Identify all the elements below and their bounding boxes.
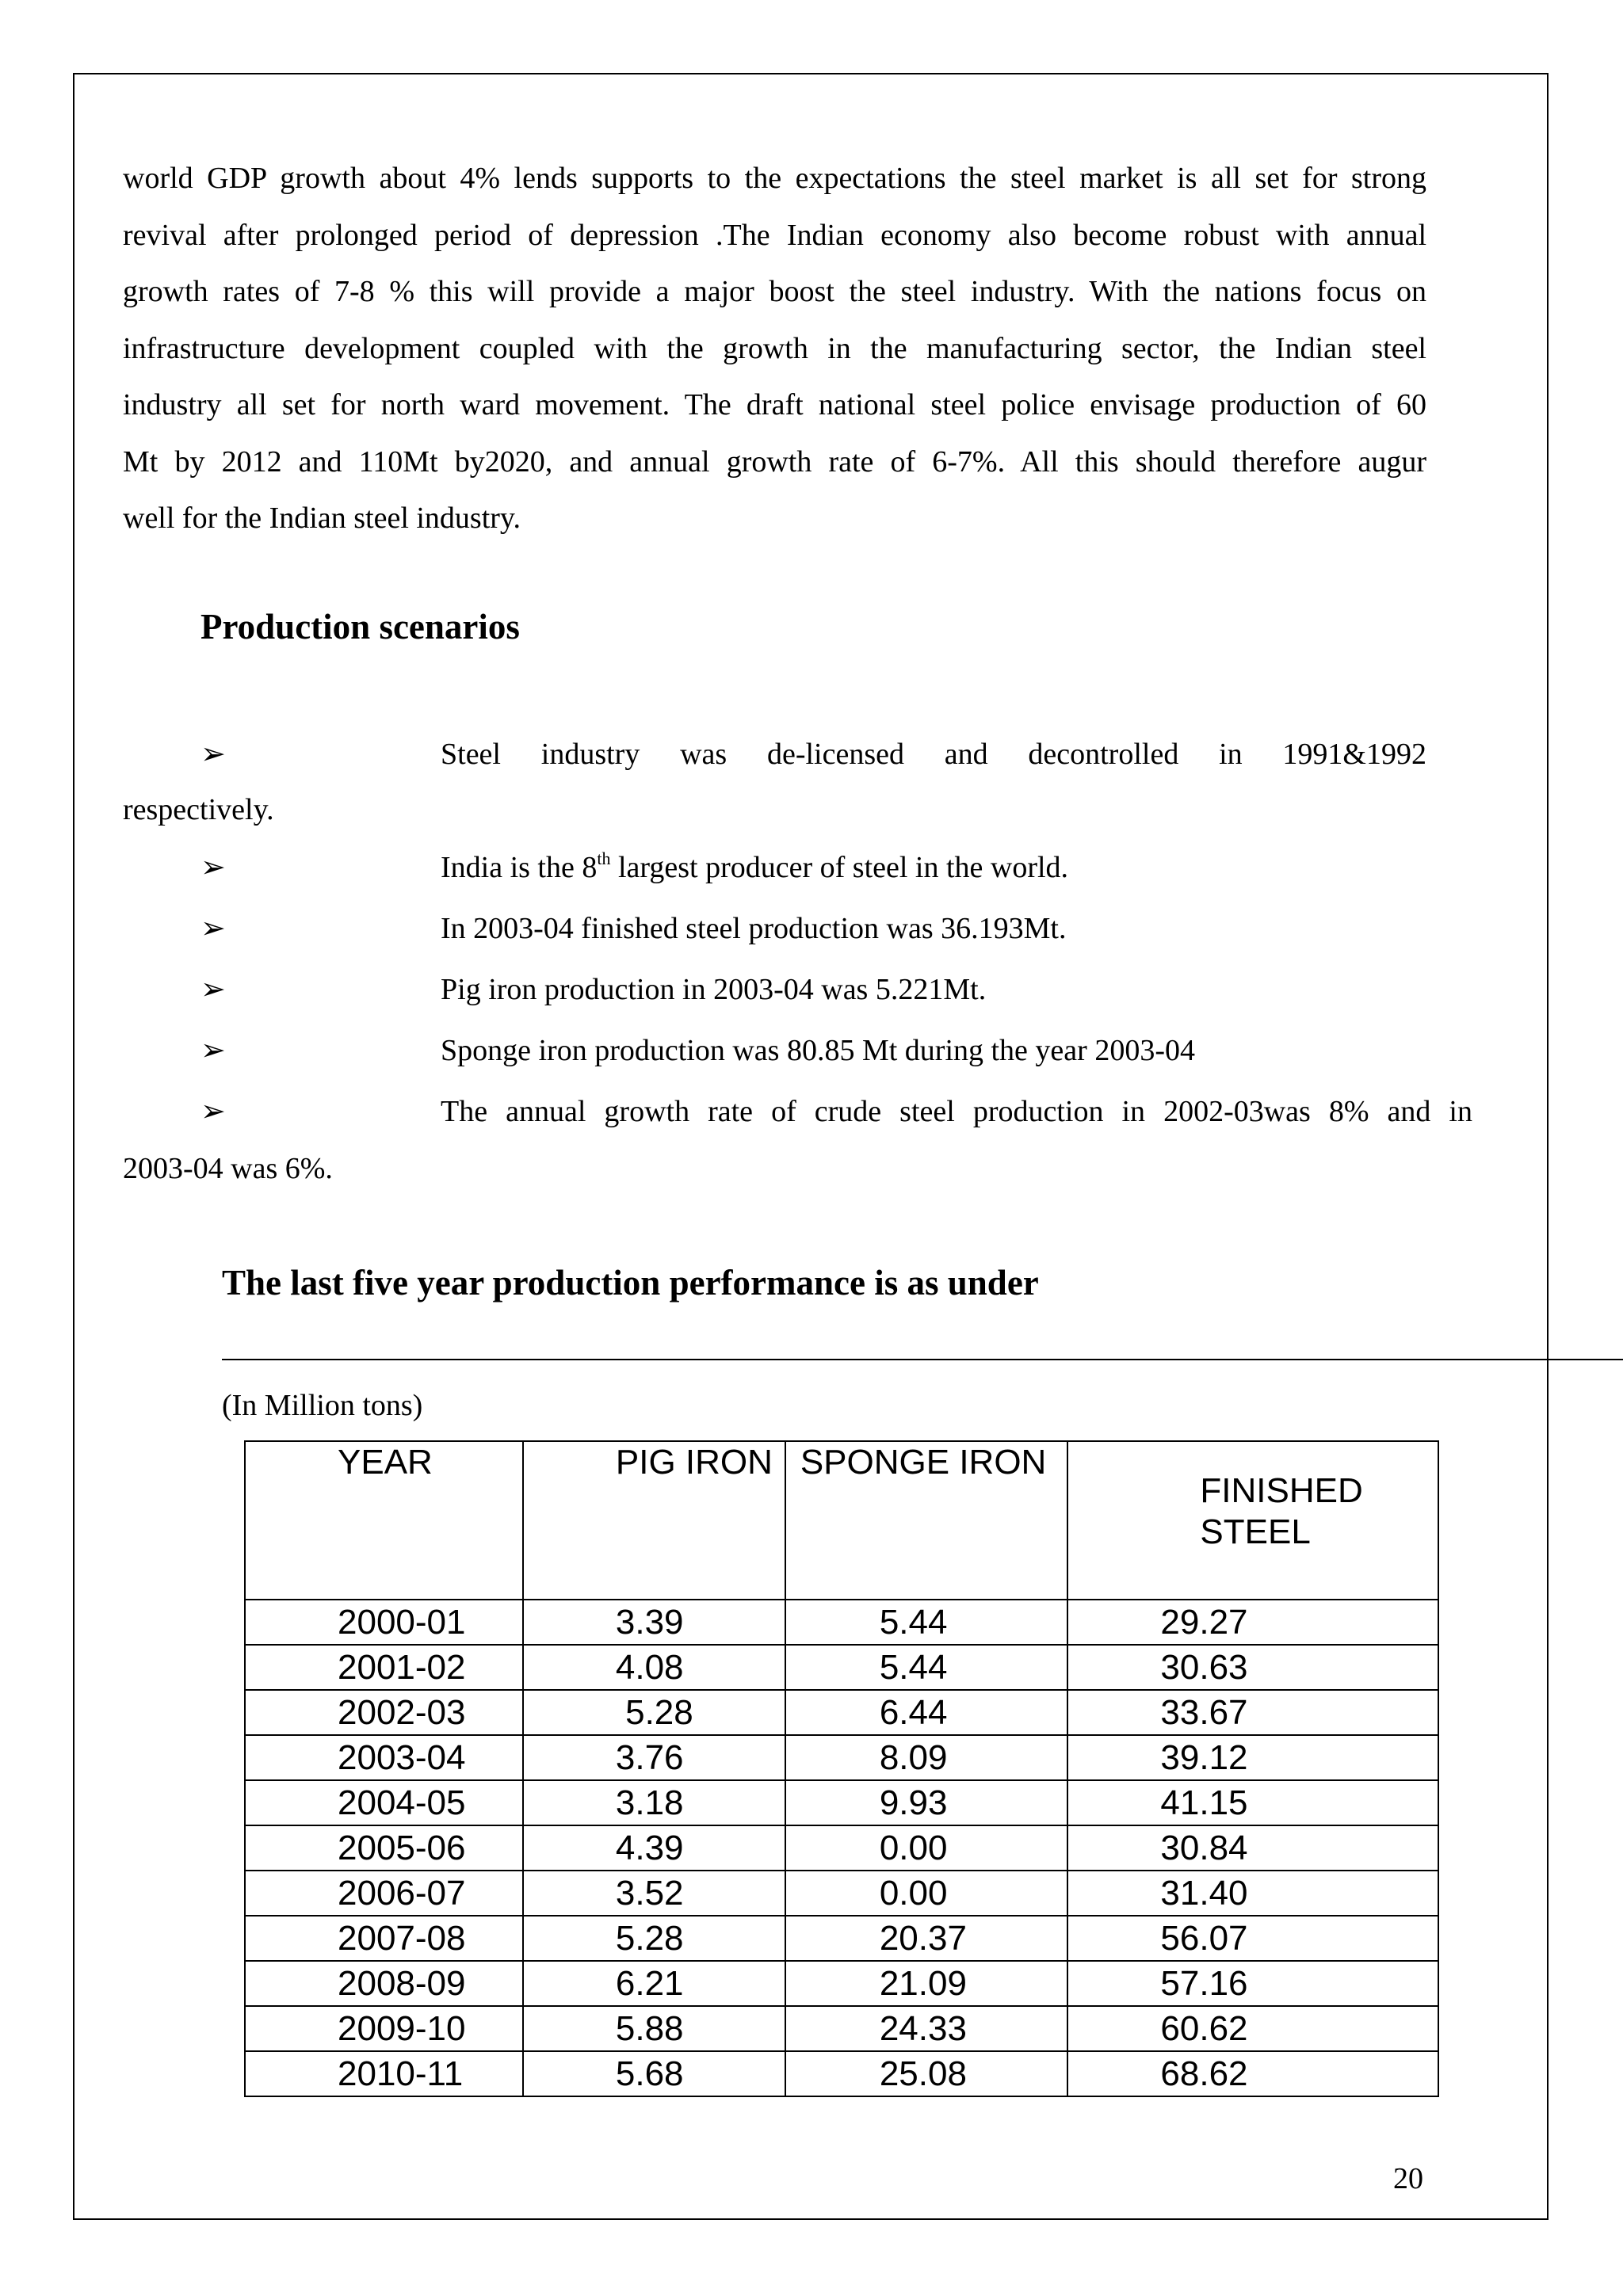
intro-paragraph — [123, 151, 1426, 547]
cell-finished-steel: 29.27 — [1067, 1600, 1438, 1645]
horizontal-rule — [222, 1359, 1623, 1360]
cell-pig-iron: 6.21 — [523, 1961, 785, 2006]
cell-sponge-iron: 21.09 — [785, 1961, 1068, 2006]
table-row — [245, 1690, 1438, 1735]
cell-sponge-iron: 0.00 — [785, 1825, 1068, 1871]
table-row — [245, 1645, 1438, 1690]
production-table — [244, 1440, 1439, 2097]
cell-pig-iron: 3.52 — [523, 1871, 785, 1916]
performance-heading: The last five year production performance is as under — [222, 1263, 1039, 1302]
column-header-sponge-iron: SPONGE IRON — [785, 1441, 1068, 1600]
column-header-finished-steel — [1067, 1441, 1438, 1600]
cell-pig-iron: 5.68 — [523, 2051, 785, 2096]
intro-line: industry all set for north ward movement. The draft national steel police envisage production of 60 — [123, 388, 1426, 421]
bullet-text: The annual growth rate of crude steel production in 2002-03was 8% and in — [441, 1095, 1472, 1128]
bullet-text: Pig iron production in 2003-04 was 5.221Mt. — [441, 973, 987, 1006]
table-row — [245, 1961, 1438, 2006]
cell-finished-steel: 30.63 — [1067, 1645, 1438, 1690]
arrow-bullet-icon: ➢ — [200, 973, 226, 1006]
table-row — [245, 2051, 1438, 2096]
production-scenarios-heading: Production scenarios — [200, 607, 520, 646]
cell-sponge-iron: 20.37 — [785, 1916, 1068, 1961]
cell-finished-steel: 33.67 — [1067, 1690, 1438, 1735]
cell-year: 2001-02 — [245, 1645, 523, 1690]
bullet-text-part: largest producer of steel in the world. — [610, 851, 1069, 884]
table-row — [245, 1780, 1438, 1825]
table-row — [245, 1735, 1438, 1780]
header-line: STEEL — [1200, 1512, 1311, 1551]
arrow-bullet-icon: ➢ — [200, 851, 226, 884]
intro-line: growth rates of 7-8 % this will provide a major boost the steel industry. With the nations focus on — [123, 275, 1426, 308]
cell-sponge-iron: 0.00 — [785, 1871, 1068, 1916]
cell-finished-steel: 57.16 — [1067, 1961, 1438, 2006]
table-body — [245, 1600, 1438, 2096]
bullet-text: Sponge iron production was 80.85 Mt during the year 2003-04 — [441, 1034, 1195, 1067]
header-line: FINISHED — [1200, 1471, 1363, 1510]
cell-finished-steel: 31.40 — [1067, 1871, 1438, 1916]
cell-year: 2002-03 — [245, 1690, 523, 1735]
table-row — [245, 1600, 1438, 1645]
cell-pig-iron: 5.28 — [523, 1916, 785, 1961]
cell-finished-steel: 41.15 — [1067, 1780, 1438, 1825]
cell-sponge-iron: 24.33 — [785, 2006, 1068, 2051]
cell-sponge-iron: 25.08 — [785, 2051, 1068, 2096]
arrow-bullet-icon: ➢ — [200, 1095, 226, 1128]
table-header-row — [245, 1441, 1438, 1600]
cell-sponge-iron: 5.44 — [785, 1600, 1068, 1645]
bullet-continuation: respectively. — [123, 793, 274, 826]
bullet-text-part: India is the 8 — [441, 851, 598, 884]
cell-finished-steel: 68.62 — [1067, 2051, 1438, 2096]
cell-year: 2008-09 — [245, 1961, 523, 2006]
cell-year: 2009-10 — [245, 2006, 523, 2051]
cell-finished-steel: 30.84 — [1067, 1825, 1438, 1871]
cell-finished-steel: 56.07 — [1067, 1916, 1438, 1961]
cell-year: 2007-08 — [245, 1916, 523, 1961]
cell-sponge-iron: 6.44 — [785, 1690, 1068, 1735]
arrow-bullet-icon: ➢ — [200, 738, 226, 771]
cell-year: 2003-04 — [245, 1735, 523, 1780]
intro-line: world GDP growth about 4% lends supports to the expectations the steel market is all set for strong — [123, 162, 1426, 195]
cell-year: 2010-11 — [245, 2051, 523, 2096]
bullet-text — [441, 849, 1069, 884]
cell-sponge-iron: 8.09 — [785, 1735, 1068, 1780]
cell-sponge-iron: 5.44 — [785, 1645, 1068, 1690]
arrow-bullet-icon: ➢ — [200, 1034, 226, 1067]
cell-finished-steel: 60.62 — [1067, 2006, 1438, 2051]
cell-year: 2004-05 — [245, 1780, 523, 1825]
cell-year: 2000-01 — [245, 1600, 523, 1645]
table-row — [245, 2006, 1438, 2051]
cell-pig-iron: 4.39 — [523, 1825, 785, 1871]
intro-line: infrastructure development coupled with the growth in the manufacturing sector, the Indian steel — [123, 331, 1426, 365]
cell-pig-iron: 3.76 — [523, 1735, 785, 1780]
intro-line: Mt by 2012 and 110Mt by2020, and annual growth rate of 6-7%. All this should therefore augur — [123, 444, 1426, 479]
bullet-continuation: 2003-04 was 6%. — [123, 1152, 333, 1185]
page-number: 20 — [1393, 2162, 1423, 2195]
bullet-text: Steel industry was de-licensed and decontrolled in 1991&1992 — [441, 738, 1426, 771]
table-row — [245, 1871, 1438, 1916]
cell-pig-iron: 3.39 — [523, 1600, 785, 1645]
cell-pig-iron: 5.88 — [523, 2006, 785, 2051]
cell-year: 2006-07 — [245, 1871, 523, 1916]
cell-finished-steel: 39.12 — [1067, 1735, 1438, 1780]
bullet-text: In 2003-04 finished steel production was 36.193Mt. — [441, 912, 1067, 945]
cell-pig-iron: 5.28 — [523, 1690, 785, 1735]
intro-line: well for the Indian steel industry. — [123, 502, 521, 535]
intro-line: revival after prolonged period of depression .The Indian economy also become robust with annual — [123, 218, 1426, 252]
cell-pig-iron: 4.08 — [523, 1645, 785, 1690]
unit-note: (In Million tons) — [222, 1389, 423, 1422]
arrow-bullet-icon: ➢ — [200, 912, 226, 945]
column-header-year: YEAR — [245, 1441, 523, 1600]
cell-pig-iron: 3.18 — [523, 1780, 785, 1825]
cell-sponge-iron: 9.93 — [785, 1780, 1068, 1825]
ordinal-suffix: th — [597, 849, 611, 868]
table-row — [245, 1825, 1438, 1871]
column-header-pig-iron: PIG IRON — [523, 1441, 785, 1600]
cell-year: 2005-06 — [245, 1825, 523, 1871]
table-row — [245, 1916, 1438, 1961]
